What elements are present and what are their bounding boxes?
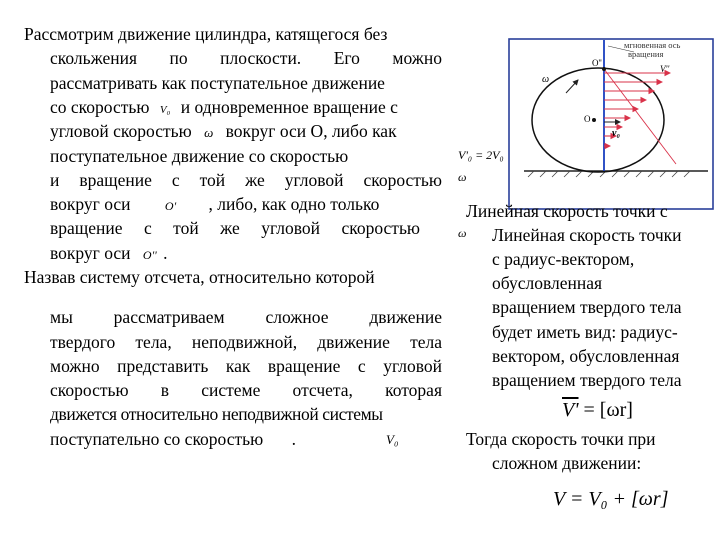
left-line-4a: со скоростью (50, 97, 150, 117)
left-line-5a: угловой скоростью (50, 121, 192, 141)
top-point (602, 67, 606, 71)
rolling-cylinder-diagram (508, 38, 714, 210)
left-line-10a: вокруг оси (50, 243, 131, 263)
left-line-9: вращение с той же угловой скоростью (50, 218, 420, 238)
left-line-10 (50, 243, 167, 265)
o-label: O (584, 114, 591, 124)
left-line-15: скоростью в системе отсчета, которая (50, 380, 442, 400)
right-line-4: обусловленная (492, 273, 603, 293)
right-line-6: будет иметь вид: радиус- (492, 322, 678, 342)
formula-v-prime (562, 399, 633, 422)
left-line-6: поступательное движение со скоростью (50, 146, 349, 166)
left-line-14: можно представить как вращение с угловой (50, 356, 442, 376)
left-line-17 (50, 429, 296, 449)
omega-symbol-mid: ω (458, 170, 467, 184)
left-line-16: движется относительно неподвижной системы (50, 404, 383, 424)
center-point (592, 118, 596, 122)
formula-v-prime-lhs: V' (562, 399, 579, 421)
left-line-8a: вокруг оси (50, 194, 131, 214)
omega-label: ω (542, 74, 550, 85)
o-dprime-label: O'' (592, 58, 602, 68)
o-prime-symbol-inline: O' (164, 199, 177, 213)
diagram-frame (509, 39, 713, 209)
cylinder-figure (508, 38, 714, 210)
axis-label-1: мгновенная ось (624, 40, 681, 50)
axis-label-2: вращения (628, 49, 664, 59)
right-line-2: Линейная скорость точки (492, 225, 682, 245)
left-line-3: рассматривать как поступательное движение (50, 73, 385, 93)
left-line-8 (50, 194, 442, 216)
left-line-7: и вращение с той же угловой скоростью (50, 170, 442, 190)
left-line-2: скольжения по плоскости. Его можно (50, 48, 442, 68)
formula-v-prime-rhs: = [ωr] (583, 399, 633, 421)
v0-label: v₀ (612, 128, 620, 139)
right-line-3: с радиус-вектором, (492, 249, 635, 269)
right-line-5: вращением твердого тела (492, 297, 682, 317)
right-line-1: Линейная скорость точки с (466, 201, 668, 221)
v-dprime-label: V'' (660, 64, 670, 74)
left-line-4 (50, 97, 398, 120)
right-line-10: сложном движении: (492, 453, 642, 473)
omega-symbol-inline: ω (204, 125, 214, 140)
left-line-4b: и одновременное вращение с (180, 97, 398, 117)
v0-symbol-inline: V₀ (159, 104, 171, 116)
left-line-17a: поступательно со скоростью (50, 429, 264, 449)
o-dprime-symbol-inline: O'' (142, 248, 157, 262)
left-line-10b: . (163, 243, 168, 263)
omega-symbol-right: ω (458, 226, 467, 240)
v-prime-equation: V'₀ = 2V₀ (458, 148, 504, 162)
left-line-11: Назвав систему отсчета, относительно которой (24, 267, 375, 287)
left-line-5 (50, 121, 397, 143)
right-line-7: вектором, обусловленная (492, 346, 680, 366)
left-line-5b: вокруг оси О, либо как (225, 121, 397, 141)
formula-v-total: V = V₀ + [ωr] (553, 488, 669, 510)
left-line-1: Рассмотрим движение цилиндра, катящегося без (24, 24, 388, 44)
right-line-9: Тогда скорость точки при (466, 429, 656, 449)
left-line-13: твердого тела, неподвижной, движение тела (50, 332, 442, 352)
left-line-17b: . (291, 429, 296, 449)
right-line-8: вращением твердого тела (492, 370, 682, 390)
left-line-8b: , либо, как одно только (208, 194, 380, 214)
v0-symbol-bottom: V₀ (386, 432, 399, 447)
left-line-12: мы рассматриваем сложное движение (50, 307, 442, 327)
